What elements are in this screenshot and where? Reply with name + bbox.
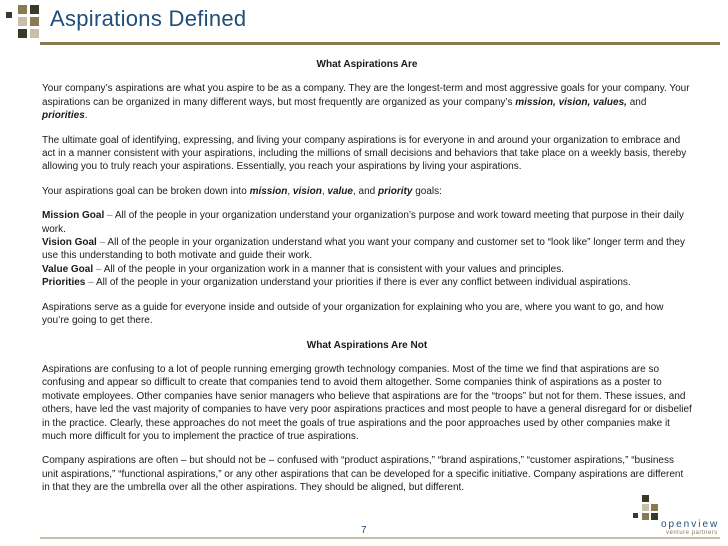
- goal-dash: –: [93, 263, 104, 275]
- logo-square: [642, 504, 649, 511]
- footer-divider: [40, 537, 720, 539]
- goal-text: All of the people in your organization understand what you want your company and customer set to “look like” longer term and they use this understanding to both motivate and guide their work.: [42, 237, 685, 262]
- goal-label: Vision Goal: [42, 237, 97, 249]
- emphasis-priorities: priorities: [42, 110, 85, 122]
- emphasis-vision: vision: [292, 185, 322, 197]
- goal-label: Value Goal: [42, 263, 94, 275]
- logo-square: [651, 513, 658, 520]
- document-body: [42, 58, 692, 506]
- brand-tagline: venture partners: [666, 530, 718, 536]
- emphasis-mission: mission: [249, 185, 288, 197]
- goal-dash: –: [96, 237, 108, 249]
- logo-square: [18, 5, 27, 14]
- goal-text: All of the people in your organization understand your priorities if there is ever any conflict between individual aspirations.: [95, 277, 631, 289]
- logo-square: [642, 513, 649, 520]
- header-divider: [40, 42, 720, 45]
- section-heading-what-aspirations-are: What Aspirations Are: [316, 59, 418, 70]
- emphasis-priority: priority: [378, 185, 413, 197]
- paragraph-goals-intro: [42, 185, 692, 198]
- goal-item-mission: [42, 209, 692, 236]
- paragraph-text: , and: [352, 185, 378, 197]
- logo-square: [633, 513, 638, 518]
- emphasis-terms: mission, vision, values,: [515, 96, 627, 108]
- paragraph-intro: [42, 82, 692, 122]
- paragraph-company-aspirations: Company aspirations are often – but should not be – confused with “product aspirations,” “brand aspirations,” “customer aspirations,” “business unit aspirations,” “functional aspirations,” or any other aspirations that can be developed for a specific initiative. Company aspirations are different in that they are the umbrella over all the other aspirations. They should be aligned, but different.: [42, 455, 684, 494]
- goal-dash: –: [85, 277, 96, 289]
- paragraph-text: goals:: [412, 185, 442, 197]
- goal-label: Mission Goal: [42, 210, 105, 222]
- paragraph-text: .: [84, 110, 88, 122]
- logo-squares: [6, 5, 46, 45]
- paragraph-text: ,: [287, 185, 293, 197]
- logo-square: [18, 29, 27, 38]
- logo-square: [30, 5, 39, 14]
- goal-dash: –: [104, 210, 115, 222]
- paragraph-text: Your aspirations goal can be broken down into: [42, 185, 250, 197]
- goal-text: All of the people in your organization understand your organization’s purpose and work toward meeting that purpose in their daily work.: [42, 210, 684, 235]
- logo-square: [642, 495, 649, 502]
- paragraph-confusing: Aspirations are confusing to a lot of people running emerging growth technology companies. Most of the time we find that aspirations are so confusing and appear so difficult to create that companies tend to avoid them altogether. Some companies think of aspirations as a poster to motivate employees. Other companies have senior managers who believe that aspirations are for the “troops” but not for them. These issues, and others, have led the vast majority of companies to have very poor aspirations practices and most people to have a general disregard for or disbelief in the practice. Clearly, these approaches do not meet the goals of true aspirations and the poor approaches used by other companies make it much more difficult for you to implement the practice of true aspirations.: [42, 363, 692, 442]
- logo-square: [30, 29, 39, 38]
- logo-square: [30, 17, 39, 26]
- brand-name: openview: [661, 519, 720, 530]
- paragraph-ultimate-goal: The ultimate goal of identifying, expressing, and living your company aspirations is for everyone in and around your organization to embrace and act in a manner consistent with your aspirations, including the millions of small decisions and behaviors that take place on a weekly basis, thereby allowing you to truly reach your aspirations. Essentially, you reach your aspirations by living your aspirations.: [42, 134, 687, 173]
- paragraph-text: and: [626, 96, 647, 108]
- section-heading-what-aspirations-are-not: What Aspirations Are Not: [306, 339, 428, 351]
- goal-item-value: [42, 263, 692, 276]
- goal-text: All of the people in your organization work in a manner that is consistent with your values and principles.: [103, 263, 564, 275]
- paragraph-guide: Aspirations serve as a guide for everyone inside and outside of your organization for explaining who you are, where you want to go, and how you’re going to get there.: [42, 301, 664, 327]
- emphasis-value: value: [327, 185, 353, 197]
- paragraph-text: ,: [321, 185, 328, 197]
- goal-label: Priorities: [42, 277, 86, 289]
- paragraph-text: Your company’s aspirations are what you aspire to be as a company. They are the longest-term and most aggressive goals for your company. Your aspirations can be organized in many different ways, but most frequently are organized as your company’s: [42, 83, 690, 108]
- logo-square: [651, 504, 658, 511]
- logo-square: [18, 17, 27, 26]
- page-number: 7: [361, 525, 367, 536]
- goal-item-priorities: [42, 276, 692, 289]
- logo-square: [6, 12, 12, 18]
- page-title: Aspirations Defined: [50, 6, 247, 31]
- goal-item-vision: [42, 236, 692, 263]
